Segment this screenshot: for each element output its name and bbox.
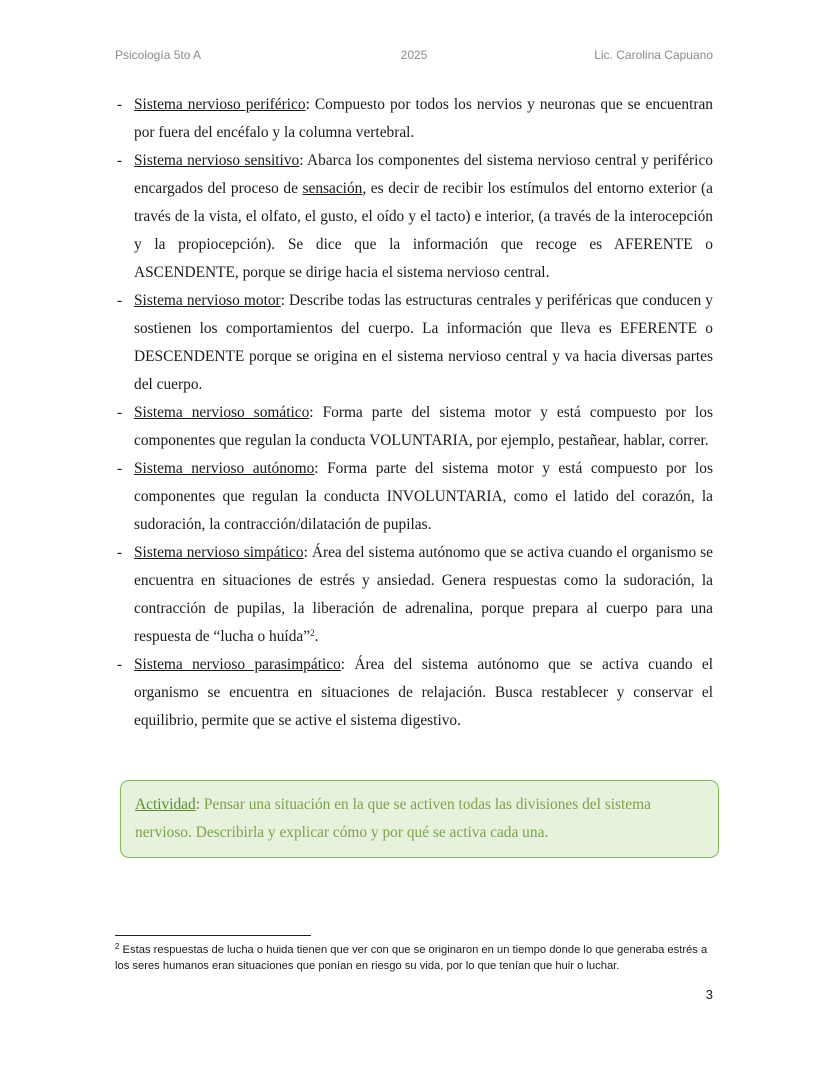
item-term: Sistema nervioso parasimpático	[134, 656, 341, 673]
item-term: Sistema nervioso motor	[134, 292, 281, 309]
item-text: , es decir de recibir los estímulos del entorno exterior (a través de la vista, el olfato, el gusto, el oído y el tacto) e interior, (a través de la interocepción y la propiocepción). Se dice que la información que recoge es AFERENTE o ASCENDENTE, porque se dirige hacia el sistema nervioso central.	[134, 180, 713, 281]
list-dash: -	[117, 96, 123, 113]
page-header	[115, 48, 713, 66]
item-text: : Área del sistema autónomo que se activa cuando el organismo se encuentra en situaciones de estrés y ansiedad. Genera respuestas como la sudoración, la contracción de pupilas, la liberación de adrenalina, porque prepara al cuerpo para una respuesta de “lucha o huída”	[134, 544, 713, 645]
activity-label: Actividad	[135, 796, 196, 813]
list-dash: -	[117, 460, 123, 477]
activity-colon: :	[195, 796, 200, 813]
item-text: : Área del sistema autónomo que se activa cuando el organismo se encuentra en situaciones de relajación. Busca restablecer y conservar el equilibrio, permite que se active el sistema digestivo.	[134, 656, 713, 729]
page-number: 3	[705, 987, 713, 1002]
list-item	[115, 539, 713, 651]
footnote-text: Estas respuestas de lucha o huida tienen que ver con que se originaron en un tiempo donde lo que generaba estrés a los seres humanos eran situaciones que ponían en riesgo su vida, por lo que tenían que huir o luchar.	[115, 944, 708, 972]
activity-box	[120, 780, 719, 858]
activity-text: Pensar una situación en la que se activen todas las divisiones del sistema nervioso. Describirla y explicar cómo y por qué se activa cada una.	[135, 796, 651, 841]
header-author: Lic. Carolina Capuano	[594, 48, 713, 62]
list-item	[115, 399, 713, 455]
list-dash: -	[117, 404, 123, 421]
footnote	[115, 942, 715, 974]
header-year: 2025	[400, 48, 428, 62]
list-item	[115, 651, 713, 735]
list-dash: -	[117, 292, 123, 309]
body-content	[115, 91, 713, 735]
footnote-reference[interactable]: 2	[310, 628, 315, 638]
header-course: Psicología 5to A	[115, 48, 202, 62]
list-dash: -	[117, 544, 123, 561]
list-item	[115, 455, 713, 539]
item-text: : Forma parte del sistema motor y está compuesto por los componentes que regulan la conducta INVOLUNTARIA, como el latido del corazón, la sudoración, la contracción/dilatación de pupilas.	[134, 460, 713, 533]
list-dash: -	[117, 152, 123, 169]
footnote-divider	[115, 935, 311, 936]
item-text: : Describe todas las estructuras centrales y periféricas que conducen y sostienen los comportamientos del cuerpo. La información que lleva es EFERENTE o DESCENDENTE porque se origina en el sistema nervioso central y va hacia diversas partes del cuerpo.	[134, 292, 713, 393]
item-term: Sistema nervioso periférico	[134, 96, 306, 113]
item-text: : Abarca los componentes del sistema nervioso central y periférico encargados del proceso de	[134, 152, 713, 197]
list-item	[115, 287, 713, 399]
nervous-system-list	[115, 91, 713, 735]
item-term: Sistema nervioso sensitivo	[134, 152, 300, 169]
item-text: : Forma parte del sistema motor y está compuesto por los componentes que regulan la conducta VOLUNTARIA, por ejemplo, pestañear, hablar, correr.	[134, 404, 713, 449]
list-item	[115, 91, 713, 147]
item-underlined-word: sensación	[302, 180, 363, 197]
list-dash: -	[117, 656, 123, 673]
list-item	[115, 147, 713, 287]
item-term: Sistema nervioso autónomo	[134, 460, 315, 477]
item-term: Sistema nervioso simpático	[134, 544, 304, 561]
item-text-tail: .	[314, 628, 319, 645]
footnote-number: 2	[115, 942, 120, 951]
item-text: : Compuesto por todos los nervios y neuronas que se encuentran por fuera del encéfalo y la columna vertebral.	[134, 96, 713, 141]
item-term: Sistema nervioso somático	[134, 404, 310, 421]
